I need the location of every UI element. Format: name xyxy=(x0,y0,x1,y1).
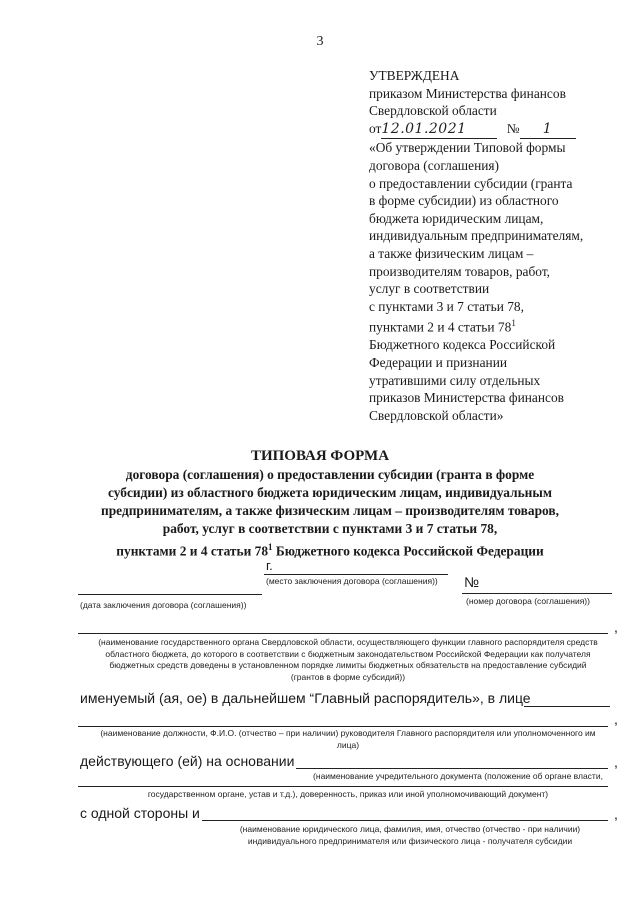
number-label: № xyxy=(506,120,520,136)
caption-line: бюджетных средств доведены в установленном порядке лимиты бюджетных обязательств на предоставление субсидий xyxy=(109,660,587,670)
form-subtitle xyxy=(60,466,600,560)
one-side-text: с одной стороны и xyxy=(80,805,200,821)
approval-title-line: Свердловской области» xyxy=(369,407,504,423)
basis-caption-1: (наименование учредительного документа (положение об органе власти, xyxy=(313,771,603,781)
contract-date-field[interactable] xyxy=(78,594,262,595)
approval-title-line: производителям товаров, работ, xyxy=(369,263,551,279)
approval-title-line: утратившими силу отдельных xyxy=(369,372,541,388)
caption-line: индивидуального предпринимателя или физического лица - получателя субсидии xyxy=(247,835,573,846)
recipient-field[interactable] xyxy=(202,820,608,821)
approval-title-text: пунктами 2 и 4 статьи 78 xyxy=(369,319,512,335)
superscript: 1 xyxy=(511,318,516,329)
approval-line: приказом Министерства финансов xyxy=(369,85,566,101)
authority-caption xyxy=(78,637,618,683)
city-prefix: г. xyxy=(266,558,273,573)
basis-field-2[interactable] xyxy=(78,786,608,787)
approval-block xyxy=(369,67,629,424)
place-caption: (место заключения договора (соглашения)) xyxy=(266,576,438,586)
basis-caption-2: государственном органе, устав и т.д.), доверенность, приказ или иной уполномочивающий документ) xyxy=(147,789,549,799)
subtitle-tail: Бюджетного кодекса Российской Федерации xyxy=(272,543,544,559)
approval-title-line-sup xyxy=(369,315,629,336)
official-caption xyxy=(78,728,618,751)
authority-field[interactable] xyxy=(78,633,608,634)
approval-title-line: а также физическим лицам – xyxy=(369,245,534,261)
approval-title-line: в форме субсидии) из областного xyxy=(369,193,559,209)
caption-line: лица) xyxy=(336,739,360,750)
official-inline-field[interactable] xyxy=(524,706,610,707)
date-prefix: от xyxy=(369,120,382,136)
number-underline xyxy=(520,120,576,140)
date-caption: (дата заключения договора (соглашения)) xyxy=(80,600,247,610)
approval-line: Свердловской области xyxy=(369,103,497,119)
caption-line: (наименование должности, Ф.И.О. (отчество – при наличии) руководителя Главного распорядителя или уполномоченного им xyxy=(100,728,596,738)
approval-heading: УТВЕРЖДЕНА xyxy=(369,68,460,83)
subtitle-text: пунктами 2 и 4 статьи 78 xyxy=(116,543,269,559)
approval-title-line: услуг в соответствии xyxy=(369,281,490,297)
subtitle-superscript: 1 xyxy=(268,542,273,552)
comma: , xyxy=(614,806,618,822)
contract-number-field[interactable] xyxy=(462,593,612,594)
recipient-caption xyxy=(200,824,620,847)
comma: , xyxy=(614,754,618,770)
page-number: 3 xyxy=(316,34,324,49)
caption-line: (наименование юридического лица, фамилия, имя, отчество (отчество - при наличии) xyxy=(239,824,581,834)
subtitle-line: субсидии) из областного бюджета юридическим лицам, индивидуальным xyxy=(108,485,552,500)
comma: , xyxy=(614,711,618,727)
approval-title-line: приказов Министерства финансов xyxy=(369,390,565,406)
number-caption: (номер договора (соглашения)) xyxy=(466,596,590,606)
subtitle-line: договора (соглашения) о предоставлении субсидии (гранта в форме xyxy=(125,467,535,482)
approval-title-line: индивидуальным предпринимателям, xyxy=(369,228,584,244)
subtitle-line: работ, услуг в соответствии с пунктами 3 и 7 статьи 78, xyxy=(162,521,498,536)
subtitle-line-last xyxy=(60,538,600,560)
subtitle-line: предпринимателям, а также физическим лицам – производителям товаров, xyxy=(101,503,559,518)
official-field[interactable] xyxy=(78,726,608,727)
form-title: ТИПОВАЯ ФОРМА xyxy=(250,448,390,464)
caption-line: (наименование государственного органа Свердловской области, осуществляющего функции главного распорядителя средств xyxy=(98,637,598,647)
approval-title-line: о предоставлении субсидии (гранта xyxy=(369,175,573,191)
contract-number-label: № xyxy=(464,574,480,590)
named-text: именуемый (ая, ое) в дальнейшем “Главный распорядитель», в лице xyxy=(80,690,531,706)
handwritten-date: 12.01.2021 xyxy=(381,120,467,137)
caption-line: областного бюджета, до которого в соответствии с бюджетным законодательством Российской Федерации как получателя xyxy=(105,648,591,659)
basis-field[interactable] xyxy=(296,768,608,769)
approval-date-line xyxy=(369,120,629,140)
date-underline xyxy=(381,120,497,140)
acting-text: действующего (ей) на основании xyxy=(80,753,295,769)
approval-title-line: «Об утверждении Типовой формы xyxy=(369,140,566,156)
approval-title-line: Федерации и признании xyxy=(369,354,508,370)
comma: , xyxy=(614,619,618,635)
approval-title-line: с пунктами 3 и 7 статьи 78, xyxy=(369,298,524,314)
approval-title-line: Бюджетного кодекса Российской xyxy=(369,337,556,353)
handwritten-number: 1 xyxy=(542,120,553,137)
caption-line: (грантов в форме субсидий)) xyxy=(290,671,406,682)
place-field[interactable] xyxy=(264,574,448,575)
approval-title-line: бюджета юридическим лицам, xyxy=(369,210,544,226)
approval-title-line: договора (соглашения) xyxy=(369,157,500,173)
